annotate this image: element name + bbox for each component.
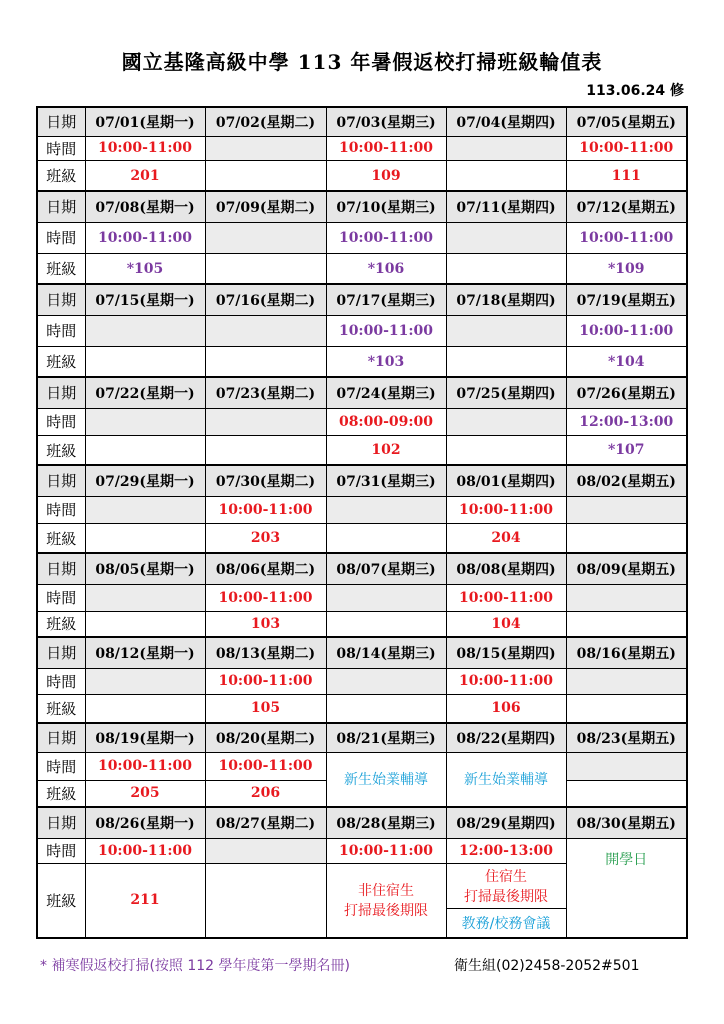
date-cell: 07/01(星期一) <box>85 107 205 136</box>
row-label-class: 班級 <box>37 780 85 806</box>
class-cell <box>326 524 446 553</box>
date-cell: 08/14(星期三) <box>326 637 446 668</box>
date-cell: 08/06(星期二) <box>205 553 326 584</box>
class-cell <box>446 161 566 191</box>
date-cell: 07/05(星期五) <box>566 107 687 136</box>
class-cell <box>85 436 205 465</box>
note-line: 打掃最後期限 <box>344 903 428 920</box>
class-row <box>37 695 687 723</box>
class-cell <box>205 254 326 284</box>
class-cell: 203 <box>205 524 326 553</box>
class-cell: *105 <box>85 254 205 284</box>
time-row <box>37 408 687 435</box>
date-cell: 07/12(星期五) <box>566 191 687 222</box>
date-cell: 07/02(星期二) <box>205 107 326 136</box>
time-cell: 10:00-11:00 <box>85 136 205 160</box>
date-cell: 08/09(星期五) <box>566 553 687 584</box>
row-label-class: 班級 <box>37 863 85 938</box>
class-cell: *107 <box>566 436 687 465</box>
class-cell <box>205 436 326 465</box>
class-cell: 106 <box>446 695 566 723</box>
time-cell <box>566 496 687 523</box>
date-cell: 07/25(星期四) <box>446 377 566 408</box>
time-cell: 10:00-11:00 <box>326 222 446 253</box>
time-cell <box>446 315 566 346</box>
class-cell <box>566 780 687 806</box>
time-cell <box>566 584 687 611</box>
class-cell <box>85 695 205 723</box>
time-row <box>37 315 687 346</box>
time-cell <box>205 315 326 346</box>
resident-deadline-cell <box>446 863 566 938</box>
time-cell: 10:00-11:00 <box>326 136 446 160</box>
time-row <box>37 584 687 611</box>
nonresident-deadline-note <box>326 863 446 938</box>
date-cell: 07/09(星期二) <box>205 191 326 222</box>
class-cell: 206 <box>205 780 326 806</box>
class-row <box>37 524 687 553</box>
date-cell: 07/23(星期二) <box>205 377 326 408</box>
time-cell <box>85 584 205 611</box>
time-cell: 10:00-11:00 <box>326 838 446 863</box>
time-cell <box>326 668 446 694</box>
time-cell: 10:00-11:00 <box>205 584 326 611</box>
time-cell <box>205 136 326 160</box>
time-cell <box>85 315 205 346</box>
date-cell: 07/30(星期二) <box>205 465 326 496</box>
time-cell: 12:00-13:00 <box>566 408 687 435</box>
date-cell: 07/11(星期四) <box>446 191 566 222</box>
class-cell: 204 <box>446 524 566 553</box>
class-cell: 105 <box>205 695 326 723</box>
class-cell <box>566 612 687 637</box>
date-cell: 07/24(星期三) <box>326 377 446 408</box>
date-cell: 08/29(星期四) <box>446 807 566 838</box>
row-label-time: 時間 <box>37 408 85 435</box>
date-cell: 07/29(星期一) <box>85 465 205 496</box>
class-cell: 103 <box>205 612 326 637</box>
date-cell: 08/28(星期三) <box>326 807 446 838</box>
class-cell <box>446 347 566 377</box>
row-label-time: 時間 <box>37 136 85 160</box>
time-cell <box>85 496 205 523</box>
date-row <box>37 107 687 136</box>
class-cell <box>205 161 326 191</box>
date-cell: 08/23(星期五) <box>566 723 687 752</box>
time-cell: 10:00-11:00 <box>446 584 566 611</box>
time-cell <box>205 408 326 435</box>
note-line: 打掃最後期限 <box>464 888 548 905</box>
date-row <box>37 191 687 222</box>
class-cell <box>85 347 205 377</box>
time-cell <box>446 136 566 160</box>
class-cell <box>326 612 446 637</box>
time-row <box>37 136 687 160</box>
class-cell: *103 <box>326 347 446 377</box>
date-cell: 07/15(星期一) <box>85 284 205 315</box>
row-label-date: 日期 <box>37 465 85 496</box>
time-cell: 10:00-11:00 <box>566 136 687 160</box>
date-row <box>37 377 687 408</box>
time-cell <box>85 408 205 435</box>
class-cell <box>85 524 205 553</box>
class-row <box>37 612 687 637</box>
date-cell: 08/20(星期二) <box>205 723 326 752</box>
note-line: 住宿生 <box>485 868 527 885</box>
time-cell <box>85 668 205 694</box>
date-cell: 08/19(星期一) <box>85 723 205 752</box>
date-cell: 08/12(星期一) <box>85 637 205 668</box>
date-cell: 08/01(星期四) <box>446 465 566 496</box>
time-row <box>37 496 687 523</box>
time-cell: 10:00-11:00 <box>85 838 205 863</box>
row-label-date: 日期 <box>37 637 85 668</box>
row-label-date: 日期 <box>37 807 85 838</box>
class-cell: 111 <box>566 161 687 191</box>
class-cell <box>205 347 326 377</box>
time-cell: 10:00-11:00 <box>205 668 326 694</box>
date-cell: 07/22(星期一) <box>85 377 205 408</box>
date-cell: 08/26(星期一) <box>85 807 205 838</box>
row-label-class: 班級 <box>37 347 85 377</box>
time-cell <box>326 496 446 523</box>
class-cell <box>85 612 205 637</box>
row-label-class: 班級 <box>37 695 85 723</box>
date-cell: 08/21(星期三) <box>326 723 446 752</box>
date-cell: 07/08(星期一) <box>85 191 205 222</box>
class-cell <box>446 436 566 465</box>
time-cell: 10:00-11:00 <box>446 668 566 694</box>
time-cell: 10:00-11:00 <box>85 222 205 253</box>
date-cell: 08/08(星期四) <box>446 553 566 584</box>
class-row <box>37 254 687 284</box>
class-cell: 109 <box>326 161 446 191</box>
row-label-time: 時間 <box>37 222 85 253</box>
footnote: * 補寒假返校打掃(按照 112 學年度第一學期名冊) <box>40 958 350 974</box>
row-label-time: 時間 <box>37 584 85 611</box>
date-cell: 07/26(星期五) <box>566 377 687 408</box>
date-row <box>37 465 687 496</box>
date-row <box>37 723 687 752</box>
time-cell <box>326 584 446 611</box>
row-label-time: 時間 <box>37 315 85 346</box>
time-row <box>37 838 687 863</box>
date-cell: 07/31(星期三) <box>326 465 446 496</box>
time-cell <box>566 752 687 780</box>
class-cell <box>326 695 446 723</box>
date-cell: 08/07(星期三) <box>326 553 446 584</box>
row-label-class: 班級 <box>37 436 85 465</box>
note-line: 非住宿生 <box>358 883 414 900</box>
date-cell: 08/30(星期五) <box>566 807 687 838</box>
time-row <box>37 668 687 694</box>
date-cell: 08/22(星期四) <box>446 723 566 752</box>
time-cell <box>566 668 687 694</box>
date-row <box>37 637 687 668</box>
class-cell: 102 <box>326 436 446 465</box>
meeting-note: 教務/校務會議 <box>447 909 566 937</box>
date-row <box>37 807 687 838</box>
time-cell: 10:00-11:00 <box>566 222 687 253</box>
time-cell: 12:00-13:00 <box>446 838 566 863</box>
orientation-note: 新生始業輔導 <box>446 752 566 807</box>
class-cell: *106 <box>326 254 446 284</box>
revision-date: 113.06.24 修 <box>586 83 684 99</box>
date-cell: 08/05(星期一) <box>85 553 205 584</box>
time-cell: 10:00-11:00 <box>446 496 566 523</box>
row-label-date: 日期 <box>37 191 85 222</box>
date-cell: 08/16(星期五) <box>566 637 687 668</box>
date-cell: 08/27(星期二) <box>205 807 326 838</box>
class-cell <box>566 695 687 723</box>
date-cell: 08/02(星期五) <box>566 465 687 496</box>
schedule-table <box>36 106 688 939</box>
row-label-date: 日期 <box>37 284 85 315</box>
time-cell: 10:00-11:00 <box>326 315 446 346</box>
resident-deadline-split <box>447 864 566 937</box>
row-label-time: 時間 <box>37 752 85 780</box>
orientation-note: 新生始業輔導 <box>326 752 446 807</box>
class-cell: 104 <box>446 612 566 637</box>
time-cell: 08:00-09:00 <box>326 408 446 435</box>
class-row <box>37 436 687 465</box>
time-row <box>37 222 687 253</box>
date-row <box>37 284 687 315</box>
date-cell: 08/13(星期二) <box>205 637 326 668</box>
date-cell: 08/15(星期四) <box>446 637 566 668</box>
date-cell: 07/16(星期二) <box>205 284 326 315</box>
time-cell: 10:00-11:00 <box>205 496 326 523</box>
class-row <box>37 161 687 191</box>
row-label-time: 時間 <box>37 496 85 523</box>
time-cell: 10:00-11:00 <box>566 315 687 346</box>
class-cell: *109 <box>566 254 687 284</box>
class-cell <box>566 524 687 553</box>
time-cell <box>205 222 326 253</box>
class-cell: 201 <box>85 161 205 191</box>
time-cell <box>446 408 566 435</box>
row-label-time: 時間 <box>37 838 85 863</box>
row-label-class: 班級 <box>37 161 85 191</box>
row-label-time: 時間 <box>37 668 85 694</box>
time-cell: 10:00-11:00 <box>205 752 326 780</box>
contact-info: 衛生組(02)2458-2052#501 <box>454 958 640 974</box>
time-cell: 10:00-11:00 <box>85 752 205 780</box>
row-label-date: 日期 <box>37 553 85 584</box>
row-label-date: 日期 <box>37 107 85 136</box>
date-cell: 07/10(星期三) <box>326 191 446 222</box>
date-cell: 07/03(星期三) <box>326 107 446 136</box>
date-cell: 07/19(星期五) <box>566 284 687 315</box>
row-label-class: 班級 <box>37 612 85 637</box>
class-cell: 211 <box>85 863 205 938</box>
class-cell <box>205 863 326 938</box>
class-cell: *104 <box>566 347 687 377</box>
time-cell <box>205 838 326 863</box>
row-label-class: 班級 <box>37 254 85 284</box>
row-label-date: 日期 <box>37 723 85 752</box>
row-label-class: 班級 <box>37 524 85 553</box>
time-cell <box>446 222 566 253</box>
time-row <box>37 752 687 780</box>
school-start-note: 開學日 <box>566 838 687 938</box>
resident-deadline-note <box>447 864 566 909</box>
class-cell <box>446 254 566 284</box>
date-cell: 07/04(星期四) <box>446 107 566 136</box>
date-cell: 07/17(星期三) <box>326 284 446 315</box>
class-cell: 205 <box>85 780 205 806</box>
date-cell: 07/18(星期四) <box>446 284 566 315</box>
row-label-date: 日期 <box>37 377 85 408</box>
page-title: 國立基隆高級中學 113 年暑假返校打掃班級輪值表 <box>121 50 603 74</box>
date-row <box>37 553 687 584</box>
class-row <box>37 347 687 377</box>
